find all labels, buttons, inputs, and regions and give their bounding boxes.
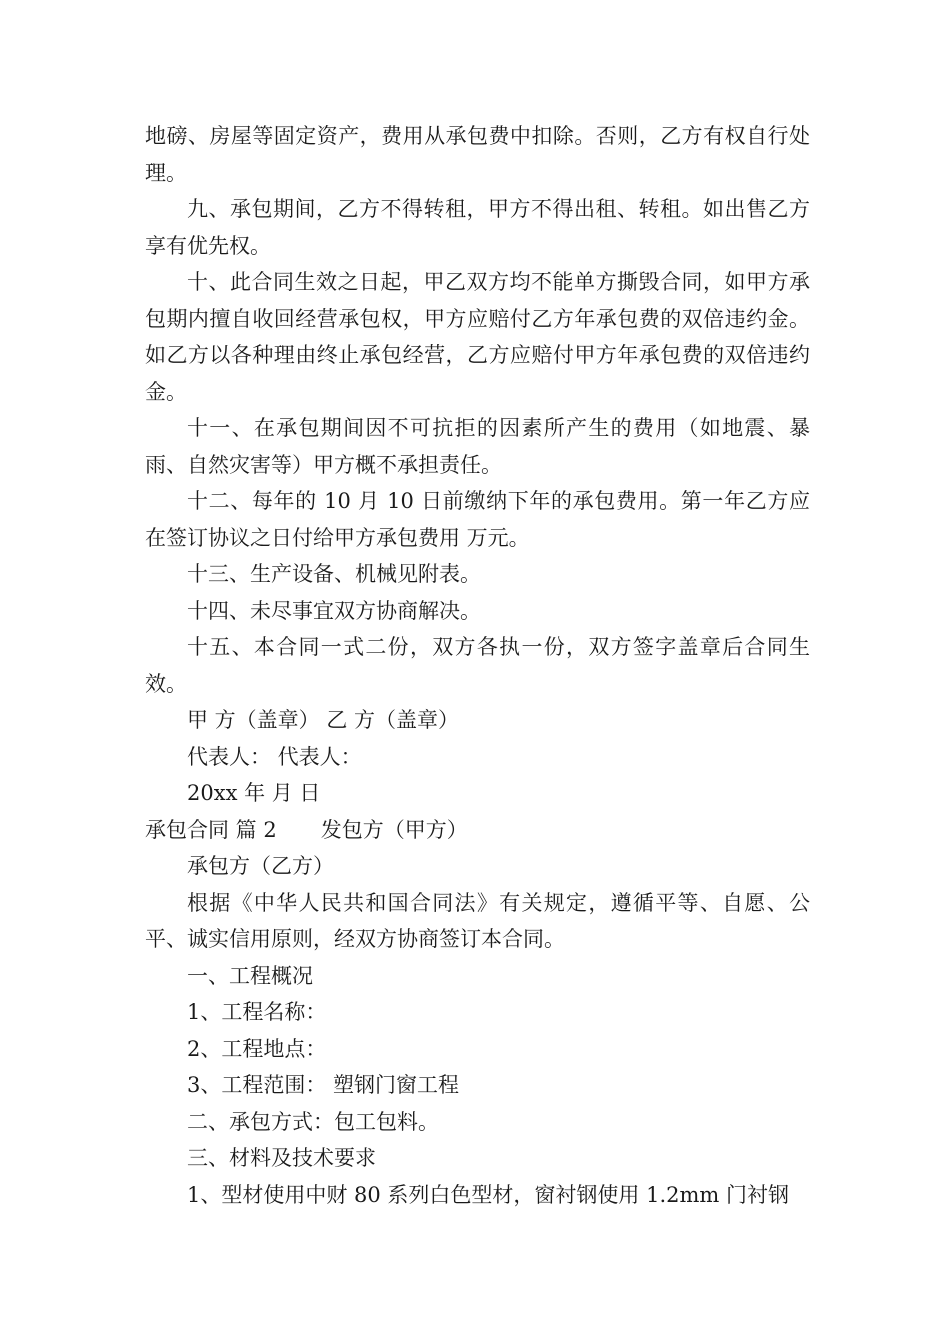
section-3-heading: 三、材料及技术要求 [187,1146,376,1170]
paragraph-continuation: 地磅、房屋等固定资产，费用从承包费中扣除。否则，乙方有权自行处理。 [145,124,810,185]
signature-date: 20xx 年 月 日 [187,781,321,805]
project-name: 1、工程名称： [187,1000,327,1024]
project-location: 2、工程地点： [187,1036,327,1061]
clause-9: 九、承包期间，乙方不得转租，甲方不得出租、转租。如出售乙方享有优先权。 [145,197,810,258]
signature-parties: 甲 方（盖章） 乙 方（盖章） [187,708,460,732]
signature-representatives: 代表人： 代表人： [187,744,362,769]
section-title: 承包合同 篇 2 [145,817,277,842]
clause-11: 十一、在承包期间因不可抗拒的因素所产生的费用（如地震、暴雨、自然灾害等）甲方概不承担责任。 [145,416,810,477]
clause-13: 十三、生产设备、机械见附表。 [187,562,481,586]
contract-method: 二、承包方式：包工包料。 [187,1109,439,1134]
document-page [145,118,810,1213]
contractor-party: 发包方（甲方） [320,817,468,842]
clause-14: 十四、未尽事宜双方协商解决。 [187,598,481,623]
clause-12: 十二、每年的 10 月 10 日前缴纳下年的承包费用。第一年乙方应在签订协议之日付给甲方承包费用 万元。 [145,489,810,550]
preamble: 根据《中华人民共和国合同法》有关规定，遵循平等、自愿、公平、诚实信用原则，经双方协商签订本合同。 [145,890,810,951]
project-scope: 3、工程范围： 塑钢门窗工程 [187,1073,460,1097]
material-spec-1: 1、型材使用中财 80 系列白色型材，窗衬钢使用 1.2mm 门衬钢 [187,1182,790,1207]
section-heading [145,812,810,849]
section-1-heading: 一、工程概况 [187,963,313,988]
clause-15: 十五、本合同一式二份，双方各执一份，双方签字盖章后合同生效。 [145,635,810,696]
contractee-party: 承包方（乙方） [187,854,334,878]
clause-10: 十、此合同生效之日起，甲乙双方均不能单方撕毁合同，如甲方承包期内擅自收回经营承包权，甲方应赔付乙方年承包费的双倍违约金。如乙方以各种理由终止承包经营，乙方应赔付甲方年承包费的双倍违约金。 [145,270,810,404]
